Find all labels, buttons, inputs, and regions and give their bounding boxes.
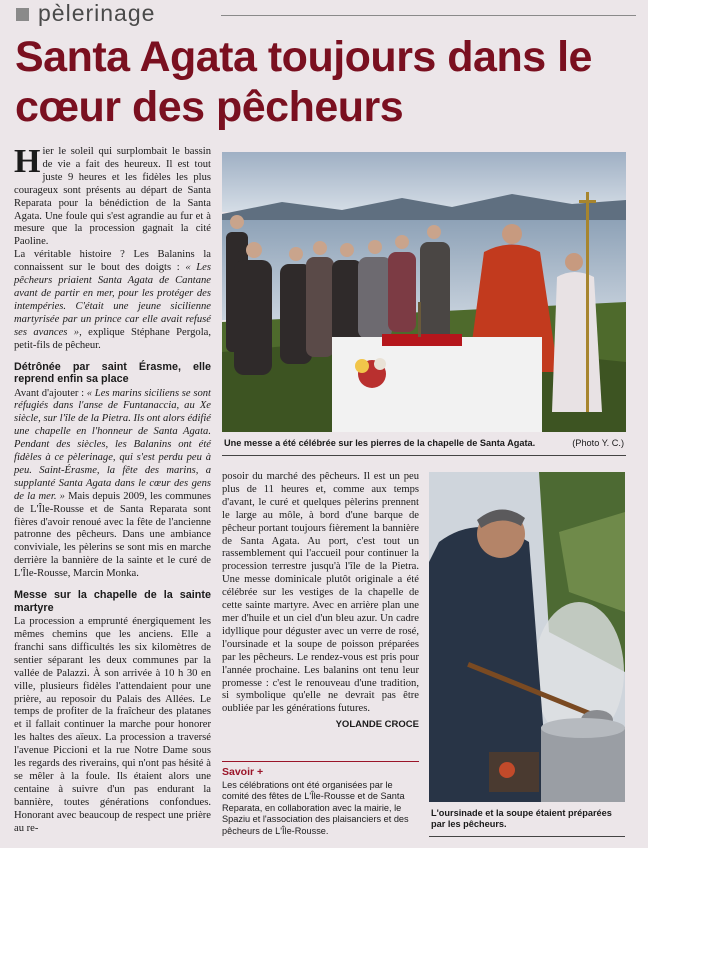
author-signature: YOLANDE CROCE [335,719,419,731]
drop-cap: H [14,143,41,180]
article-column-2 [222,471,419,732]
intro-paragraph [14,143,211,249]
section-rubric [16,2,640,28]
history-paragraph [14,249,211,352]
rubric-rule [221,15,636,16]
savoir-plus-title: Savoir + [222,766,264,778]
photo-credit: (Photo Y. C.) [572,438,624,448]
savoir-plus-text: Les célébrations ont été organisées par le comité des fêtes de L'Île-Rousse et de Santa Reparata, en collaboration avec la mairie, le Spaziu et l'association des plaisanciers et des pêcheurs de L'Île-Rousse. [222,779,409,836]
legend-text-a: Avant d'ajouter : [14,387,87,399]
subheading-detronee: Détrônée par saint Érasme, elle reprend enfin sa place [14,360,211,385]
photo-mass-ceremony [222,152,626,432]
procession-paragraph: La procession a emprunté énergiquement les mêmes chemins que les anciens. Elle a franchi sans difficultés les six kilomètres de sentier séparant les deux communes par la vallée de Palazzi. À son arrivée à 10 h 30 en ville, plusieurs fidèles l'attendaient pour une prière, au reposoir du Palais des Allées. Le temps de profiter de la fraîcheur des platanes et il fallait continuer la marche pour honorer les haltes des aïeux. La procession a traversé l'avenue Piccioni et la rue Notre Dame sous les regards des riverains, qui n'ont pas hésité à se mêler à la foule. Ils étaient alors une centaine à suivre d'un pas endurant la bannière, toutes générations confondues. Honorant avec beaucoup de respect une prière au re- [14,616,211,834]
photo-mass-caption [224,438,624,449]
continuation-paragraph: posoir du marché des pêcheurs. Il est un peu plus de 11 heures et, comme aux temps d'avant, le curé et quelques pèlerins prennent le large au môle, à bord d'une barque de pêcheur portant toujours fièrement la bannière de Santa Agata. Au port, c'est tout un rassemblement qui l'accueil pour continuer la procession terrestre jusqu'à l'île de la Pietra. Une messe dominicale plutôt originale a été célébrée sur les vestiges de la chapelle de cette sainte martyre. Avec en arrière plan une mer d'huile et un ciel d'un bleu azur. Un cadre idyllique pour déguster avec un verre de rosé, l'oursinade et la soupe de poisson préparées par les pêcheurs. Le rendez-vous est pris pour l'année prochaine. Les balanins ont tenu leur promesse : c'est le renouveau d'une tradition, si symbolique qu'elle ne devrait pas être oubliée par les générations futures. [222,471,419,715]
photo-cooking-image [429,472,625,802]
history-quote: « Les pêcheurs priaient Santa Agata de Cantane avant de partir en mer, pour les protéger des intempéries. C'était une jeune sicilienne martyrisée par un prince car elle avait refusé ses avances » [14,262,212,338]
photo-mass-image [222,152,626,432]
legend-quote: « Les marins siciliens se sont réfugiés dans l'anse de Funtanaccia, au Xe siècle, sur l'île de la Pietra. Ils ont alors édifié une chapelle en l'honneur de Santa Agata. Pendant des siècles, les Balanins ont été fidèles à ce pèlerinage, qui s'est perdu peu à peu. Saint-Érasme, la fête des marins, a supplanté Santa Agata dans le cœur des gens de la mer. » [14,387,211,502]
article-headline: Santa Agata toujours dans le cœur des pêcheurs [15,33,592,131]
history-text-c: , explique Stéphane Pergola, petit-fils de pêcheur. [14,326,211,351]
subheading-messe: Messe sur la chapelle de la sainte martyre [14,589,211,614]
article-column-1 [14,143,212,836]
history-text-a: La véritable histoire ? Les Balanins la connaissent sur le bout des doigts : [14,249,211,274]
legend-paragraph [14,388,211,582]
savoir-plus-box [222,766,419,837]
legend-text-c: Mais depuis 2009, les communes de L'Île-Rousse et de Santa Reparata sont fières d'avoir renoué avec la fête de l'ancienne patronne des pêcheurs. Dans une ambiance conviviale, les pèlerins se sont mis en marche derrière la bannière de la sainte et le curé de L'Île-Rousse, Marcin Monka. [14,490,211,580]
photo-fishermen-cooking [429,472,625,807]
rubric-square-icon [16,8,29,21]
rubric-label: pèlerinage [38,0,156,26]
photo-cooking-caption: L'oursinade et la soupe étaient préparées par les pêcheurs. [431,808,612,829]
intro-text: ier le soleil qui surplombait le bassin de vie a fait des heureux. Il est tout juste 9 heures et les fidèles les plus courageux sont présents au départ de Santa Reparata pour la bénédiction de la Santa Agata. Une foule qui s'est agrandie au fur et à mesure que la procession gagnait la cité Paoline. [14,146,211,248]
photo-mass-caption-text: Une messe a été célébrée sur les pierres de la chapelle de Santa Agata. [224,438,536,448]
photo2-rule [429,836,625,837]
savoir-rule [222,761,419,762]
caption-rule [222,455,626,456]
